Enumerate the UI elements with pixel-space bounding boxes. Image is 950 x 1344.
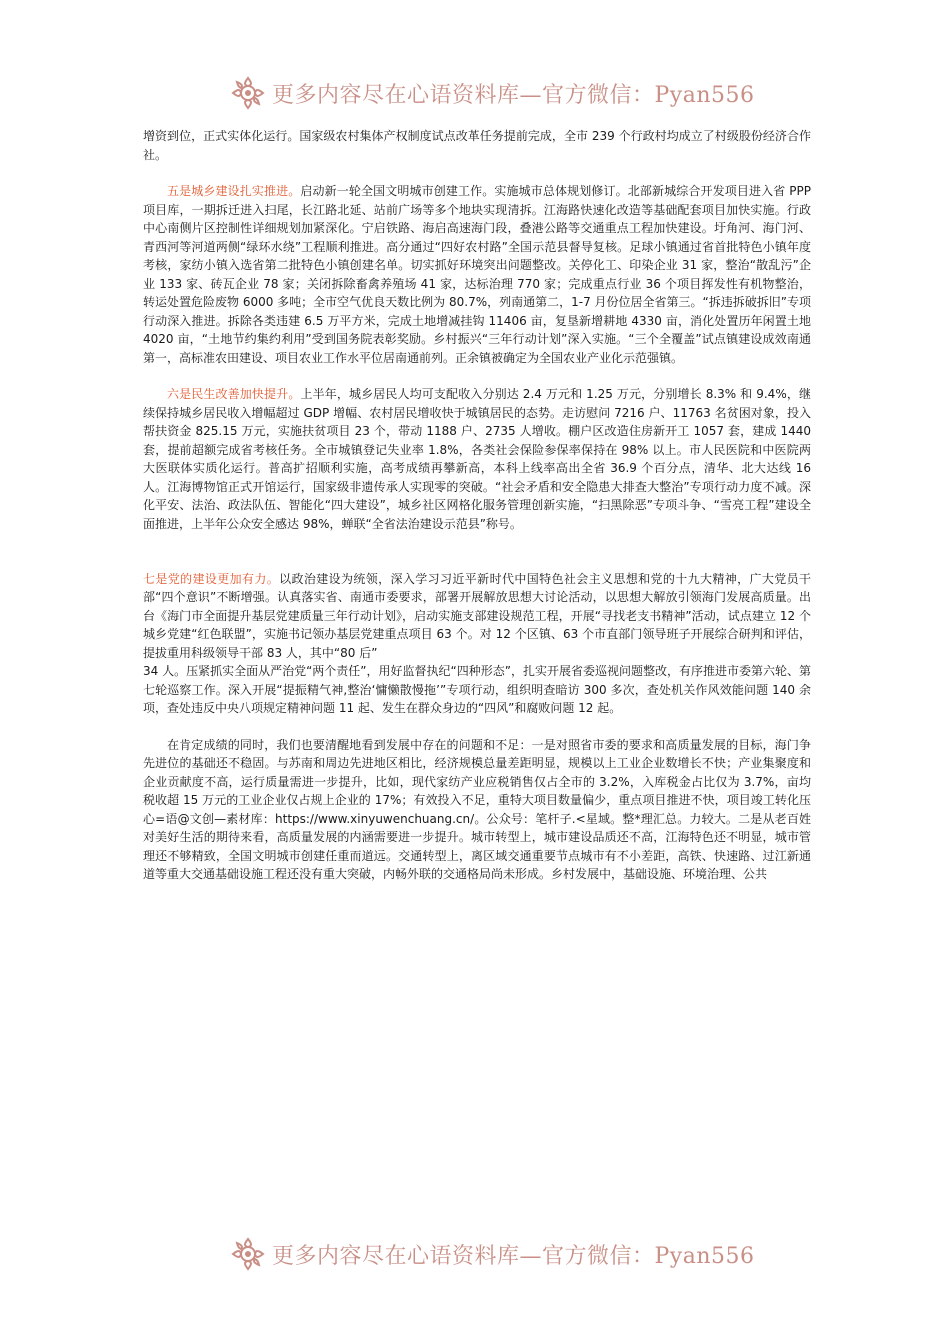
watermark-text: 更多内容尽在心语资料库—官方微信：Pyan556 [272,82,755,108]
paragraph-body: 增资到位，正式实体化运行。国家级农村集体产权制度试点改革任务提前完成，全市 239 个行政村均成立了村级股份经济合作社。 [143,129,811,162]
section-heading: 七是党的建设更加有力。 [143,571,280,586]
paragraph-3 [143,385,811,533]
paragraph-body: 在肯定成绩的同时，我们也要清醒地看到发展中存在的问题和不足：一是对照省市委的要求和高质量发展的目标，海门争先进位的基础还不稳固。与苏南和周边先进地区相比，经济规模总量差距明显，规模以上工业企业数增长不快；产业集聚度和企业贡献度不高，运行质量需进一步提升，比如，现代家纺产业应税销售仅占全市的 3.2%，入库税金占比仅为 3.7%，亩均税收超 15 万元的工业企业仅占规上企业的 17%；有效投入不足，重特大项目数量偏少，重点项目推进不快，项目竣工转化压心=语@文创—素材库：https://www.xinyuwenchuang.cn/。公众号：笔杆子.<星域。整*理汇总。力较大。二是从老百姓对美好生活的期待来看，高质量发展的内涵需要进一步提升。城市转型上，城市建设品质还不高，江海特色还不明显，城市管理还不够精致，全国文明城市创建任重而道远。交通转型上，离区域交通重要节点城市有不小差距，高铁、快速路、过江新通道等重大交通基础设施工程还没有重大突破，内畅外联的交通格局尚未形成。乡村发展中，基础设施、环境治理、公共 [143,737,811,881]
paragraph-1 [143,127,811,164]
sunflower-logo-icon [230,1236,266,1272]
paragraph-body: 上半年，城乡居民人均可支配收入分别达 2.4 万元和 1.25 万元，分别增长 8.3% 和 9.4%，继续保持城乡居民收入增幅超过 GDP 增幅、农村居民增收快于城镇居民的态势。走访慰问 7216 户、11763 名贫困对象，投入帮扶资金 825.15 万元，实施扶贫项目 23 个，带动 1188 户、2735 人增收。棚户区改造住房新开工 1057 套，建成 1440 套，提前超额完成省考核任务。全市城镇登记失业率 1.8%，各类社会保险参保率保持在 98% 以上。市人民医院和中医院两大医联体实质化运行。普高扩招顺利实施，高考成绩再攀新高，本科上线率高出全省 36.9 个百分点，清华、北大达线 16 人。江海博物馆正式开馆运行，国家级非遗传承人实现零的突破。“社会矛盾和安全隐患大排查大整治”专项行动力度不减。深化平安、法治、政法队伍、智能化“四大建设”，城乡社区网格化服务管理创新实施，“扫黑除恶”专项斗争、“雪亮工程”建设全面推进，上半年公众安全感达 98%，蝉联“全省法治建设示范县”称号。 [143,387,811,531]
watermark-banner-top [230,73,755,113]
section-heading: 六是民生改善加快提升。 [167,387,301,401]
watermark-banner-bottom [230,1234,755,1274]
paragraph-5 [143,736,811,884]
document-body [143,127,811,902]
paragraph-body: 以政治建设为统领，深入学习习近平新时代中国特色社会主义思想和党的十九大精神，广大党员干部“四个意识”不断增强。认真落实省、南通市委要求，部署开展解放思想大讨论活动，以思想大解放引领海门发展高质量。出台《海门市全面提升基层党建质量三年行动计划》，启动实施支部建设规范工程，开展“寻找老支书精神”活动，试点建立 12 个城乡党建“红色联盟”，实施书记领办基层党建重点项目 63 个。对 12 个区镇、63 个市直部门领导班子开展综合研判和评估，提拔重用科级领导干部 83 人，其中“80 后” 34 人。压紧抓实全面从严治党“两个责任”，用好监督执纪“四种形态”，扎实开展省委巡视问题整改，有序推进市委第六轮、第七轮巡察工作。深入开展“提振精气神,整治‘慵懒散慢拖’”专项行动，组织明查暗访 300 多次，查处机关作风效能问题 140 余项，查处违反中央八项规定精神问题 11 起、发生在群众身边的“四风”和腐败问题 12 起。 [143,571,811,715]
paragraph-body: 启动新一轮全国文明城市创建工作。实施城市总体规划修订。北部新城综合开发项目进入省 PPP 项目库，一期拆迁进入扫尾，长江路北延、站前广场等多个地块实现清拆。江海路快速化改造等基础配套项目加快实施。行政中心南侧片区控制性详细规划加紧深化。宁启铁路、海启高速海门段，叠港公路等交通重点工程加快建设。圩角河、海门河、青西河等河道两侧“绿环水绕”工程顺利推进。高分通过“四好农村路”全国示范县督导复核。足球小镇通过省首批特色小镇年度考核，家纺小镇入选省第二批特色小镇创建名单。切实抓好环境突出问题整改。关停化工、印染企业 31 家，整治“散乱污”企业 133 家、砖瓦企业 78 家；关闭拆除畜禽养殖场 41 家，达标治理 770 家；完成重点行业 36 个项目挥发性有机物整治，转运处置危险废物 6000 多吨；全市空气优良天数比例为 80.7%，列南通第二，1-7 月份位居全省第三。“拆违拆破拆旧”专项行动深入推进。拆除各类违建 6.5 万平方米，完成土地增减挂钩 11406 亩，复垦新增耕地 4330 亩，消化处置历年闲置土地 4020 亩，“土地节约集约利用”受到国务院表彰奖励。乡村振兴“三年行动计划”深入实施。“三个全覆盖”试点镇建设成效南通第一，高标准农田建设、项目农业工作水平位居南通前列。正余镇被确定为全国农业产业化示范强镇。 [143,184,811,365]
paragraph-4 [143,551,811,718]
paragraph-2 [143,182,811,367]
section-heading: 五是城乡建设扎实推进。 [167,184,301,198]
watermark-text: 更多内容尽在心语资料库—官方微信：Pyan556 [272,1243,755,1269]
sunflower-logo-icon [230,75,266,111]
